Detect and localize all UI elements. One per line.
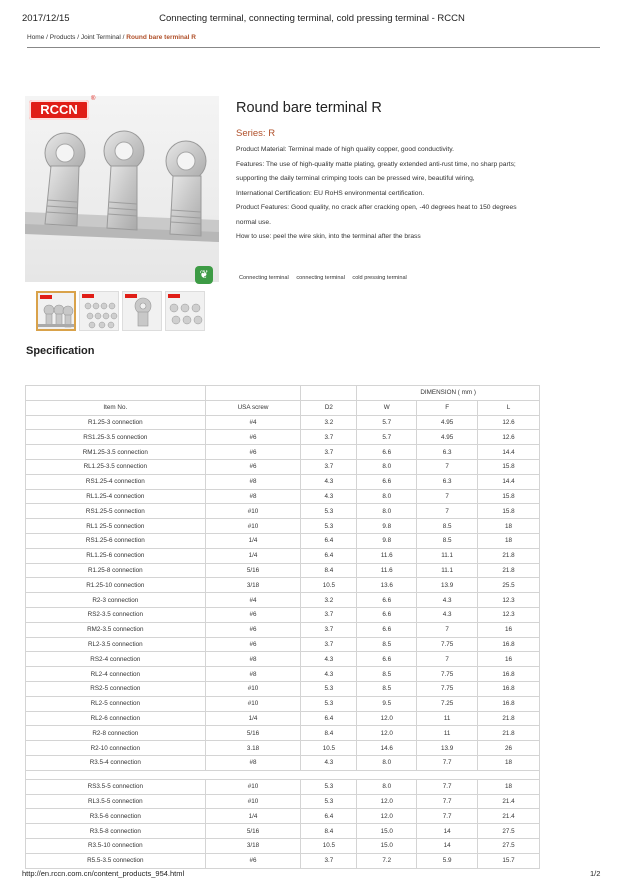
table-cell: 8.0 xyxy=(357,755,417,770)
table-cell: #10 xyxy=(205,779,301,794)
table-row xyxy=(26,578,540,593)
table-cell: #4 xyxy=(205,593,301,608)
table-cell: 14.4 xyxy=(478,445,540,460)
table-cell: 3.2 xyxy=(301,415,357,430)
table-cell: 3.7 xyxy=(301,445,357,460)
table-cell: 8.5 xyxy=(357,681,417,696)
table-cell: 8.4 xyxy=(301,726,357,741)
table-cell: 21.8 xyxy=(478,726,540,741)
table-cell: 21.8 xyxy=(478,548,540,563)
column-header-item-no: Item No. xyxy=(26,400,206,415)
product-main-image[interactable] xyxy=(25,96,219,282)
table-row xyxy=(26,824,540,839)
table-cell: 4.95 xyxy=(417,430,478,445)
table-row xyxy=(26,445,540,460)
table-cell: 7.25 xyxy=(417,696,478,711)
product-title: Round bare terminal R xyxy=(236,100,382,116)
tag-link[interactable]: connecting terminal xyxy=(296,275,345,281)
table-cell: 5.3 xyxy=(301,696,357,711)
table-cell: 15.0 xyxy=(357,838,417,853)
table-cell: 6.6 xyxy=(357,622,417,637)
table-cell: 8.0 xyxy=(357,459,417,474)
table-cell: RL1.25-4 connection xyxy=(26,489,206,504)
table-cell: 10.5 xyxy=(301,838,357,853)
table-cell: #6 xyxy=(205,430,301,445)
leaf-eco-icon: ❦ xyxy=(195,266,213,284)
description-line: supporting the daily terminal crimping tools can be pressed wire, beautiful wiring, xyxy=(236,175,475,182)
table-cell: RL1 25-5 connection xyxy=(26,519,206,534)
table-header-row xyxy=(26,400,540,415)
table-cell: RL1.25-6 connection xyxy=(26,548,206,563)
print-url: http://en.rccn.com.cn/content_products_954.html xyxy=(22,869,185,878)
table-cell: R2-3 connection xyxy=(26,593,206,608)
table-cell: 8.0 xyxy=(357,504,417,519)
table-cell: 7 xyxy=(417,459,478,474)
table-cell: RS1.25-4 connection xyxy=(26,474,206,489)
registered-mark: ® xyxy=(91,96,96,102)
table-cell: 1/4 xyxy=(205,548,301,563)
table-cell: 3.18 xyxy=(205,741,301,756)
column-header-usa-screw: USA screw xyxy=(205,400,301,415)
table-cell: 18 xyxy=(478,779,540,794)
description-line: Features: The use of high-quality matte plating, greatly extended anti-rust time, no sharp parts; xyxy=(236,160,516,168)
table-cell: 7 xyxy=(417,489,478,504)
description-line: Product Material: Terminal made of high quality copper, good conductivity. xyxy=(236,146,454,153)
table-cell: 8.5 xyxy=(357,667,417,682)
description-line: normal use. xyxy=(236,218,271,226)
table-cell: 14 xyxy=(417,838,478,853)
table-cell: RS1.25-3.5 connection xyxy=(26,430,206,445)
table-row xyxy=(26,622,540,637)
breadcrumb-category-link[interactable]: Joint Terminal xyxy=(80,34,121,41)
table-cell: 3.7 xyxy=(301,459,357,474)
round-terminal-illustration xyxy=(25,96,219,282)
table-cell: R1.25-8 connection xyxy=(26,563,206,578)
table-cell: 9.8 xyxy=(357,519,417,534)
table-cell: #10 xyxy=(205,794,301,809)
table-spacer-cell xyxy=(26,770,540,779)
table-row xyxy=(26,548,540,563)
table-cell: #6 xyxy=(205,459,301,474)
page-number: 1/2 xyxy=(590,869,601,878)
table-cell: 8.4 xyxy=(301,563,357,578)
thumbnail-logo xyxy=(168,294,180,298)
table-cell: 1/4 xyxy=(205,809,301,824)
column-header-l: L xyxy=(478,400,540,415)
table-cell: 12.6 xyxy=(478,430,540,445)
table-header-cell xyxy=(205,386,301,401)
table-cell: R3.5-8 connection xyxy=(26,824,206,839)
table-cell: 7 xyxy=(417,622,478,637)
table-cell: 16 xyxy=(478,652,540,667)
thumbnail-4[interactable] xyxy=(165,291,205,331)
table-cell: 15.8 xyxy=(478,489,540,504)
table-row xyxy=(26,853,540,868)
table-cell: #10 xyxy=(205,504,301,519)
table-cell: R2-8 connection xyxy=(26,726,206,741)
table-cell: 3/18 xyxy=(205,838,301,853)
table-cell: 16 xyxy=(478,622,540,637)
table-cell: 12.3 xyxy=(478,593,540,608)
breadcrumb-home-link[interactable]: Home xyxy=(27,34,45,41)
table-cell: 5/16 xyxy=(205,563,301,578)
breadcrumb-separator: / xyxy=(44,34,50,41)
table-cell: 6.6 xyxy=(357,593,417,608)
table-cell: #8 xyxy=(205,652,301,667)
table-cell: 12.0 xyxy=(357,794,417,809)
table-cell: 11.1 xyxy=(417,563,478,578)
table-cell: 12.0 xyxy=(357,809,417,824)
table-cell: 3.7 xyxy=(301,637,357,652)
table-cell: RS1.25-6 connection xyxy=(26,533,206,548)
table-row xyxy=(26,489,540,504)
table-cell: 7.75 xyxy=(417,637,478,652)
description-line: Product Features: Good quality, no crack after cracking open, -40 degrees heat to 150 degrees xyxy=(236,204,517,211)
table-cell: 16.8 xyxy=(478,696,540,711)
table-row xyxy=(26,711,540,726)
table-cell: 1/4 xyxy=(205,711,301,726)
table-cell: 12.0 xyxy=(357,726,417,741)
table-cell: RM1.25-3.5 connection xyxy=(26,445,206,460)
table-cell: RS2-5 connection xyxy=(26,681,206,696)
specification-table xyxy=(25,385,540,869)
table-cell: 7.7 xyxy=(417,794,478,809)
breadcrumb xyxy=(27,34,196,41)
table-cell: #10 xyxy=(205,519,301,534)
table-cell: 6.4 xyxy=(301,548,357,563)
table-cell: 8.5 xyxy=(417,519,478,534)
table-cell: 6.6 xyxy=(357,445,417,460)
table-row xyxy=(26,755,540,770)
table-row xyxy=(26,637,540,652)
table-cell: 6.6 xyxy=(357,474,417,489)
table-cell: 15.8 xyxy=(478,504,540,519)
table-row xyxy=(26,726,540,741)
thumbnail-2[interactable] xyxy=(79,291,119,331)
table-cell: R2-10 connection xyxy=(26,741,206,756)
product-tags xyxy=(239,275,413,281)
table-cell: 3.2 xyxy=(301,593,357,608)
column-header-f: F xyxy=(417,400,478,415)
table-row xyxy=(26,779,540,794)
table-cell: 16.8 xyxy=(478,681,540,696)
table-cell: 5.7 xyxy=(357,430,417,445)
table-cell: #6 xyxy=(205,607,301,622)
table-header-cell xyxy=(26,386,206,401)
table-cell: 15.0 xyxy=(357,824,417,839)
table-cell: 18 xyxy=(478,755,540,770)
column-header-d2: D2 xyxy=(301,400,357,415)
table-cell: 9.8 xyxy=(357,533,417,548)
table-cell: RL2-3.5 connection xyxy=(26,637,206,652)
thumbnail-logo xyxy=(82,294,94,298)
table-cell: #8 xyxy=(205,489,301,504)
table-cell: 26 xyxy=(478,741,540,756)
table-row xyxy=(26,741,540,756)
description-line: International Certification: EU RoHS environmental certification. xyxy=(236,189,425,197)
table-cell: #6 xyxy=(205,445,301,460)
table-row xyxy=(26,533,540,548)
table-cell: 11.1 xyxy=(417,548,478,563)
table-cell: 11 xyxy=(417,711,478,726)
table-cell: 5.3 xyxy=(301,794,357,809)
table-cell: 14.6 xyxy=(357,741,417,756)
table-cell: R3.5-6 connection xyxy=(26,809,206,824)
table-cell: 6.6 xyxy=(357,607,417,622)
table-cell: 13.9 xyxy=(417,578,478,593)
table-cell: RL2-6 connection xyxy=(26,711,206,726)
table-cell: 8.5 xyxy=(417,533,478,548)
table-cell: 18 xyxy=(478,533,540,548)
table-cell: RS3.5-5 connection xyxy=(26,779,206,794)
table-cell: 5/16 xyxy=(205,824,301,839)
table-cell: RM2-3.5 connection xyxy=(26,622,206,637)
column-header-w: W xyxy=(357,400,417,415)
table-cell: 6.4 xyxy=(301,809,357,824)
table-cell: 7.2 xyxy=(357,853,417,868)
table-cell: #4 xyxy=(205,415,301,430)
table-cell: RS1.25-5 connection xyxy=(26,504,206,519)
table-cell: 12.6 xyxy=(478,415,540,430)
tag-link[interactable]: Connecting terminal xyxy=(239,275,289,281)
thumbnail-3[interactable] xyxy=(122,291,162,331)
breadcrumb-separator: / xyxy=(120,34,127,41)
product-description xyxy=(236,143,551,245)
table-cell: 15.7 xyxy=(478,853,540,868)
table-cell: 4.3 xyxy=(301,652,357,667)
table-cell: 16.8 xyxy=(478,667,540,682)
table-cell: 25.5 xyxy=(478,578,540,593)
table-cell: 8.5 xyxy=(357,637,417,652)
table-cell: 7.7 xyxy=(417,779,478,794)
table-cell: 13.9 xyxy=(417,741,478,756)
table-cell: 12.0 xyxy=(357,711,417,726)
table-cell: R3.5-4 connection xyxy=(26,755,206,770)
table-cell: 18 xyxy=(478,519,540,534)
table-cell: 11.6 xyxy=(357,548,417,563)
breadcrumb-separator: / xyxy=(75,34,81,41)
table-cell: #6 xyxy=(205,637,301,652)
thumbnail-logo xyxy=(40,295,52,299)
table-row xyxy=(26,519,540,534)
table-cell: RL2-5 connection xyxy=(26,696,206,711)
table-row xyxy=(26,681,540,696)
table-cell: 21.8 xyxy=(478,563,540,578)
table-cell: 7.75 xyxy=(417,667,478,682)
table-cell: 4.3 xyxy=(301,489,357,504)
table-row xyxy=(26,667,540,682)
table-header-row xyxy=(26,386,540,401)
table-cell: 16.8 xyxy=(478,637,540,652)
table-cell: RS2-4 connection xyxy=(26,652,206,667)
table-row xyxy=(26,838,540,853)
table-cell: 5.3 xyxy=(301,779,357,794)
table-row xyxy=(26,696,540,711)
table-cell: RL3.5-5 connection xyxy=(26,794,206,809)
table-cell: R1.25-3 connection xyxy=(26,415,206,430)
table-cell: 14.4 xyxy=(478,474,540,489)
table-cell: 3.7 xyxy=(301,622,357,637)
breadcrumb-products-link[interactable]: Products xyxy=(49,34,76,41)
print-page-title: Connecting terminal, connecting terminal, cold pressing terminal - RCCN xyxy=(159,13,465,24)
table-cell: 5.9 xyxy=(417,853,478,868)
tag-link[interactable]: cold pressing terminal xyxy=(352,275,407,281)
breadcrumb-divider xyxy=(27,47,600,48)
table-cell: 11.6 xyxy=(357,563,417,578)
table-cell: RS2-3.5 connection xyxy=(26,607,206,622)
table-cell: 3/18 xyxy=(205,578,301,593)
table-cell: 5.3 xyxy=(301,681,357,696)
table-cell: 11 xyxy=(417,726,478,741)
table-cell: 7.7 xyxy=(417,755,478,770)
specification-heading: Specification xyxy=(26,345,95,357)
table-cell: 3.7 xyxy=(301,430,357,445)
table-cell: #6 xyxy=(205,853,301,868)
table-cell: 4.95 xyxy=(417,415,478,430)
breadcrumb-current: Round bare terminal R xyxy=(126,34,196,41)
table-cell: #10 xyxy=(205,681,301,696)
table-cell: 7.7 xyxy=(417,809,478,824)
table-cell: 7.75 xyxy=(417,681,478,696)
table-row xyxy=(26,415,540,430)
table-cell: #8 xyxy=(205,667,301,682)
table-cell: 4.3 xyxy=(301,474,357,489)
table-header-cell xyxy=(301,386,357,401)
table-row xyxy=(26,430,540,445)
thumbnail-1[interactable] xyxy=(36,291,76,331)
table-cell: R5.5-3.5 connection xyxy=(26,853,206,868)
table-cell: 6.4 xyxy=(301,711,357,726)
table-cell: 5.7 xyxy=(357,415,417,430)
table-cell: 9.5 xyxy=(357,696,417,711)
table-cell: 5/16 xyxy=(205,726,301,741)
table-cell: RL1.25-3.5 connection xyxy=(26,459,206,474)
table-cell: 27.5 xyxy=(478,838,540,853)
table-cell: RL2-4 connection xyxy=(26,667,206,682)
table-cell: 7 xyxy=(417,504,478,519)
table-cell: R3.5-10 connection xyxy=(26,838,206,853)
table-cell: #8 xyxy=(205,755,301,770)
table-cell: 4.3 xyxy=(417,607,478,622)
table-cell: 13.6 xyxy=(357,578,417,593)
table-cell: 5.3 xyxy=(301,519,357,534)
table-row xyxy=(26,474,540,489)
table-cell: 4.3 xyxy=(417,593,478,608)
table-spacer-row xyxy=(26,770,540,779)
table-cell: 21.4 xyxy=(478,809,540,824)
table-cell: 8.0 xyxy=(357,489,417,504)
table-cell: 14 xyxy=(417,824,478,839)
thumbnail-logo xyxy=(125,294,137,298)
table-cell: #10 xyxy=(205,696,301,711)
table-row xyxy=(26,459,540,474)
table-cell: 7 xyxy=(417,652,478,667)
table-cell: 4.3 xyxy=(301,667,357,682)
description-line: How to use: peel the wire skin, into the terminal after the brass xyxy=(236,233,421,240)
product-series: Series: R xyxy=(236,128,276,139)
table-row xyxy=(26,563,540,578)
table-cell: 6.4 xyxy=(301,533,357,548)
table-cell: 10.5 xyxy=(301,741,357,756)
table-cell: R1.25-10 connection xyxy=(26,578,206,593)
table-cell: 21.4 xyxy=(478,794,540,809)
table-cell: 15.8 xyxy=(478,459,540,474)
table-cell: 6.6 xyxy=(357,652,417,667)
table-cell: 8.0 xyxy=(357,779,417,794)
table-cell: #6 xyxy=(205,622,301,637)
table-cell: 3.7 xyxy=(301,853,357,868)
rccn-logo: RCCN xyxy=(29,100,89,120)
dimension-header: DIMENSION ( mm ) xyxy=(357,386,540,401)
table-cell: 10.5 xyxy=(301,578,357,593)
table-row xyxy=(26,607,540,622)
table-cell: 21.8 xyxy=(478,711,540,726)
table-row xyxy=(26,809,540,824)
table-cell: 27.5 xyxy=(478,824,540,839)
table-cell: 1/4 xyxy=(205,533,301,548)
table-cell: 6.3 xyxy=(417,445,478,460)
table-cell: 8.4 xyxy=(301,824,357,839)
table-cell: #8 xyxy=(205,474,301,489)
table-row xyxy=(26,652,540,667)
table-row xyxy=(26,504,540,519)
table-row xyxy=(26,593,540,608)
table-cell: 3.7 xyxy=(301,607,357,622)
table-cell: 4.3 xyxy=(301,755,357,770)
table-cell: 5.3 xyxy=(301,504,357,519)
table-row xyxy=(26,794,540,809)
print-date: 2017/12/15 xyxy=(22,13,70,24)
table-cell: 12.3 xyxy=(478,607,540,622)
table-cell: 6.3 xyxy=(417,474,478,489)
